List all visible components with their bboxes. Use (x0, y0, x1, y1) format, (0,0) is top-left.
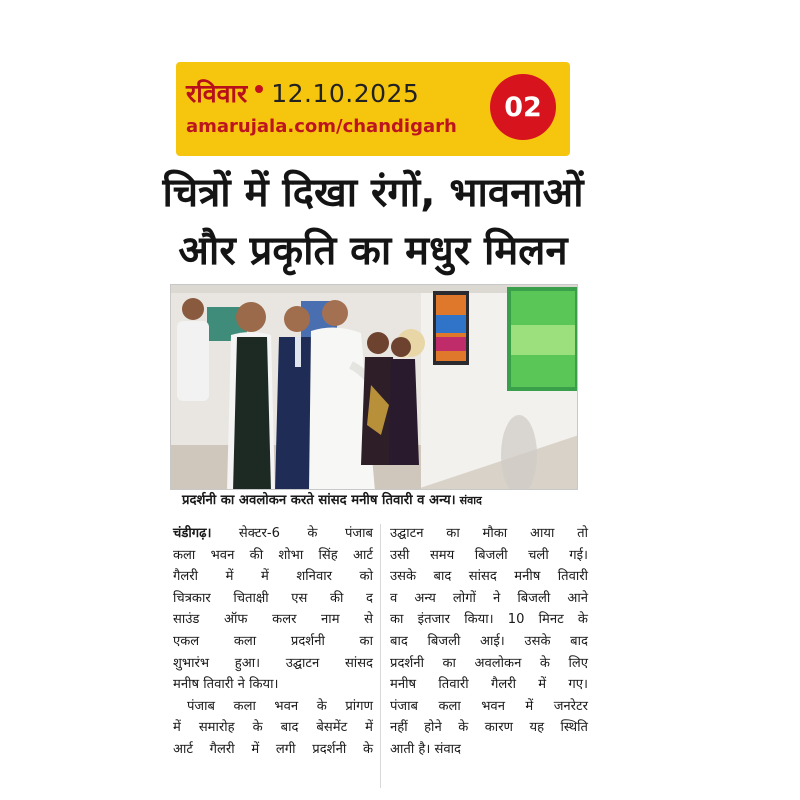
bullet-dot-icon (255, 85, 263, 93)
article-line: उद्घाटन का मौका आया तो (390, 526, 588, 541)
article-line: व अन्य लोगों ने बिजली आने (390, 590, 588, 606)
article-line: आती है। संवाद (390, 741, 461, 757)
article-line: गैलरी में में शनिवार को (173, 569, 373, 585)
article-dateline: चंडीगढ़। (173, 526, 212, 541)
article-line: मनीष तिवारी गैलरी में गए। (390, 677, 588, 693)
masthead-day: रविवार (186, 79, 248, 108)
page-number-badge: 02 (490, 74, 556, 140)
masthead-date: 12.10.2025 (271, 78, 420, 108)
article-line: शुभारंभ हुआ। उद्घाटन सांसद (173, 655, 373, 671)
news-photo (170, 284, 578, 490)
article-column-left (173, 523, 373, 761)
photo-credit: संवाद (459, 494, 482, 507)
article-line: उसके बाद सांसद मनीष तिवारी (390, 569, 588, 585)
article-line: का इंतजार किया। 10 मिनट के (390, 612, 588, 628)
photo-caption (170, 490, 578, 512)
article-line: साउंड ऑफ कलर नाम से (173, 612, 373, 628)
headline-line-2: और प्रकृति का मधुर मिलन (178, 228, 568, 274)
article-line: पंजाब कला भवन में जनरेटर (390, 698, 588, 714)
article-line (173, 523, 373, 545)
masthead-date-line (186, 76, 419, 110)
article-line: बाद बिजली आई। उसके बाद (390, 633, 588, 649)
article-line: मनीष तिवारी ने किया। (173, 677, 279, 693)
article-line-text: सेक्टर-6 के पंजाब (211, 526, 373, 541)
article-column-right (390, 523, 588, 761)
masthead-band (176, 62, 570, 156)
article-line: कला भवन की शोभा सिंह आर्ट (173, 547, 373, 563)
article-line: पंजाब कला भवन के प्रांगण (187, 698, 373, 714)
article-line: उसी समय बिजली चली गई। (390, 547, 588, 563)
article-line: नहीं होने के कारण यह स्थिति (390, 720, 588, 736)
gallery-photo-illustration (171, 285, 578, 490)
masthead-url: amarujala.com/chandigarh (186, 116, 457, 137)
article-line: प्रदर्शनी का अवलोकन के लिए (390, 655, 588, 671)
article-line: चित्रकार चिताक्षी एस की द (173, 590, 373, 606)
photo-caption-text: प्रदर्शनी का अवलोकन करते सांसद मनीष तिवारी व अन्य। (182, 493, 456, 508)
article-line: एकल कला प्रदर्शनी का (173, 633, 373, 649)
headline-line-1: चित्रों में दिखा रंगों, भावनाओं (162, 170, 584, 216)
article-line: आर्ट गैलरी में लगी प्रदर्शनी के (173, 741, 373, 757)
column-divider (380, 524, 381, 788)
article-line: में समारोह के बाद बेसमेंट में (173, 720, 373, 736)
headline (150, 164, 596, 280)
